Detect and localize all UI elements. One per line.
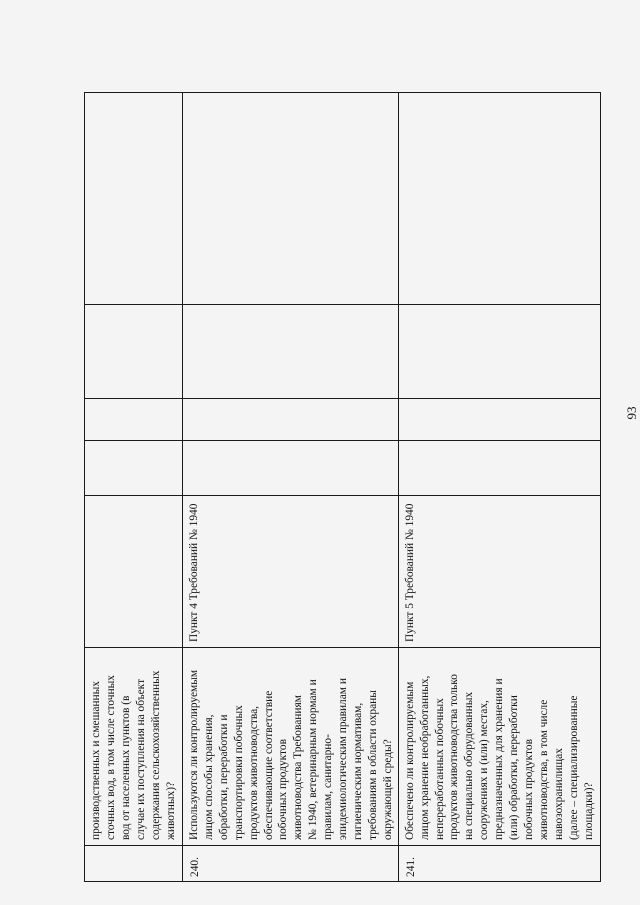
- question-cell: Обеспечено ли контролируемым лицом хранение необработанных, непереработанных побочных продуктов животноводства только на специально оборудованных сооружениях и (или) местах, предназначенных для хранения и (или) обработки, переработки побочных продуктов животноводства, в том числе навозохранилищах (далее – специализированные площадки)?: [398, 648, 600, 846]
- note-cell: [183, 93, 399, 305]
- question-cell: Используются ли контролируемым лицом способы хранения, обработки, переработки и транспортировки побочных продуктов животноводства, обеспечивающие соответствие побочных продуктов животноводства Требованиям № 1940, ветеринарным нормам и правилам, санитарно- эпидемиологическим правилам и гигиеническим нормативам, требованиям в области охраны окружающей среды?: [183, 648, 399, 846]
- checklist-table: [84, 92, 601, 882]
- page-number: 93: [624, 406, 639, 420]
- answer-cell: [85, 305, 183, 399]
- answer-cell: [85, 441, 183, 496]
- note-cell: [85, 93, 183, 305]
- row-number: 241.: [398, 846, 600, 882]
- reference-cell: [85, 496, 183, 648]
- answer-cell: [398, 399, 600, 441]
- note-cell: [398, 93, 600, 305]
- answer-cell: [398, 305, 600, 399]
- table-row: [398, 93, 600, 882]
- answer-cell: [398, 441, 600, 496]
- answer-cell: [183, 399, 399, 441]
- answer-cell: [85, 399, 183, 441]
- table-row: [183, 93, 399, 882]
- reference-cell: Пункт 5 Требований № 1940: [398, 496, 600, 648]
- reference-cell: Пункт 4 Требований № 1940: [183, 496, 399, 648]
- answer-cell: [183, 305, 399, 399]
- row-number: 240.: [183, 846, 399, 882]
- question-cell: производственных и смешанных сточных вод, в том числе сточных вод от населенных пунктов (в случае их поступления на объект содержания сельскохозяйственных животных)?: [85, 648, 183, 846]
- answer-cell: [183, 441, 399, 496]
- checklist-table-rotated: [84, 93, 595, 882]
- table-row: [85, 93, 183, 882]
- row-number: [85, 846, 183, 882]
